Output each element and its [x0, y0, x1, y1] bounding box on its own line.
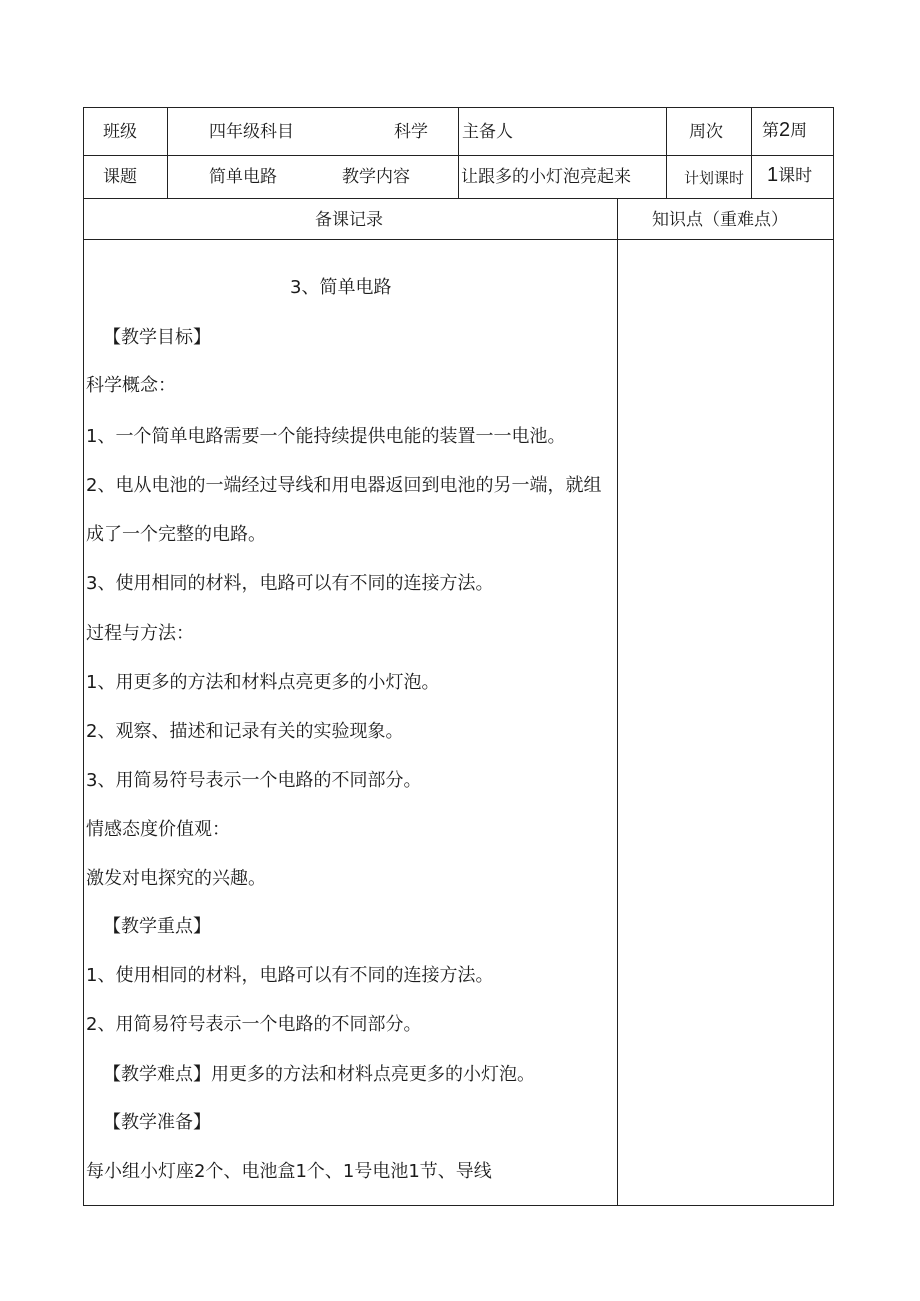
process-1: 1、用更多的方法和材料点亮更多的小灯泡。: [86, 672, 440, 693]
class-label: 班级: [103, 122, 137, 142]
table-line: [666, 107, 667, 199]
table-line: [751, 107, 752, 199]
hours-number: 1: [767, 164, 779, 186]
key-points-heading: 【教学重点】: [103, 916, 211, 937]
week-value: [762, 120, 807, 141]
objectives-heading: 【教学目标】: [103, 327, 211, 348]
concept-3: 3、使用相同的材料，电路可以有不同的连接方法。: [86, 573, 494, 594]
concept-2-line1: 2、电从电池的一端经过导线和用电器返回到电池的另一端，就组: [86, 475, 602, 496]
table-line: [833, 107, 834, 1206]
planned-hours-value: [767, 165, 812, 186]
prep-text: 每小组小灯座2个、电池盒1个、1号电池1节、导线: [86, 1161, 492, 1182]
difficulty-line: [103, 1065, 535, 1085]
prep-heading: 【教学准备】: [103, 1112, 211, 1133]
knowledge-label: 知识点（重难点）: [652, 210, 788, 230]
difficulty-text: 用更多的方法和材料点亮更多的小灯泡。: [211, 1064, 535, 1085]
record-label: 备课记录: [315, 210, 383, 230]
planned-hours-label: 计划课时: [684, 169, 745, 187]
topic-value: 简单电路: [209, 167, 277, 187]
table-line: [83, 107, 834, 108]
process-2: 2、观察、描述和记录有关的实验现象。: [86, 721, 404, 742]
key-point-2: 2、用简易符号表示一个电路的不同部分。: [86, 1014, 422, 1035]
table-line: [83, 198, 834, 199]
topic-label: 课题: [103, 167, 137, 187]
concept-1: 1、一个简单电路需要一个能持续提供电能的装置一一电池。: [86, 426, 566, 447]
grade-subject-label: 四年级科目: [209, 122, 294, 142]
content-label: 教学内容: [342, 167, 410, 187]
concept-2-line2: 成了一个完整的电路。: [86, 524, 266, 545]
week-label: 周次: [689, 122, 723, 142]
attitude-heading: 情感态度价值观：: [86, 819, 230, 840]
table-line: [83, 1205, 834, 1206]
hours-suffix: 课时: [778, 166, 813, 186]
week-suffix: 周: [790, 121, 808, 141]
process-3: 3、用简易符号表示一个电路的不同部分。: [86, 770, 422, 791]
table-line: [617, 198, 618, 1206]
lesson-title: 3、简单电路: [290, 277, 392, 298]
attitude-1: 激发对电探究的兴趣。: [86, 868, 266, 889]
week-number: 2: [779, 119, 791, 141]
process-heading: 过程与方法：: [86, 623, 194, 644]
preparer-label: 主备人: [462, 122, 513, 142]
content-value: 让跟多的小灯泡亮起来: [461, 167, 631, 187]
science-concepts-heading: 科学概念：: [86, 375, 176, 396]
table-line: [83, 239, 834, 240]
difficulty-heading: 【教学难点】: [103, 1064, 211, 1085]
table-line: [167, 107, 168, 199]
table-line: [458, 107, 459, 199]
table-line: [83, 155, 834, 156]
subject-value: 科学: [394, 122, 428, 142]
key-point-1: 1、使用相同的材料，电路可以有不同的连接方法。: [86, 965, 494, 986]
table-line: [83, 107, 84, 1206]
week-prefix: 第: [762, 121, 779, 141]
